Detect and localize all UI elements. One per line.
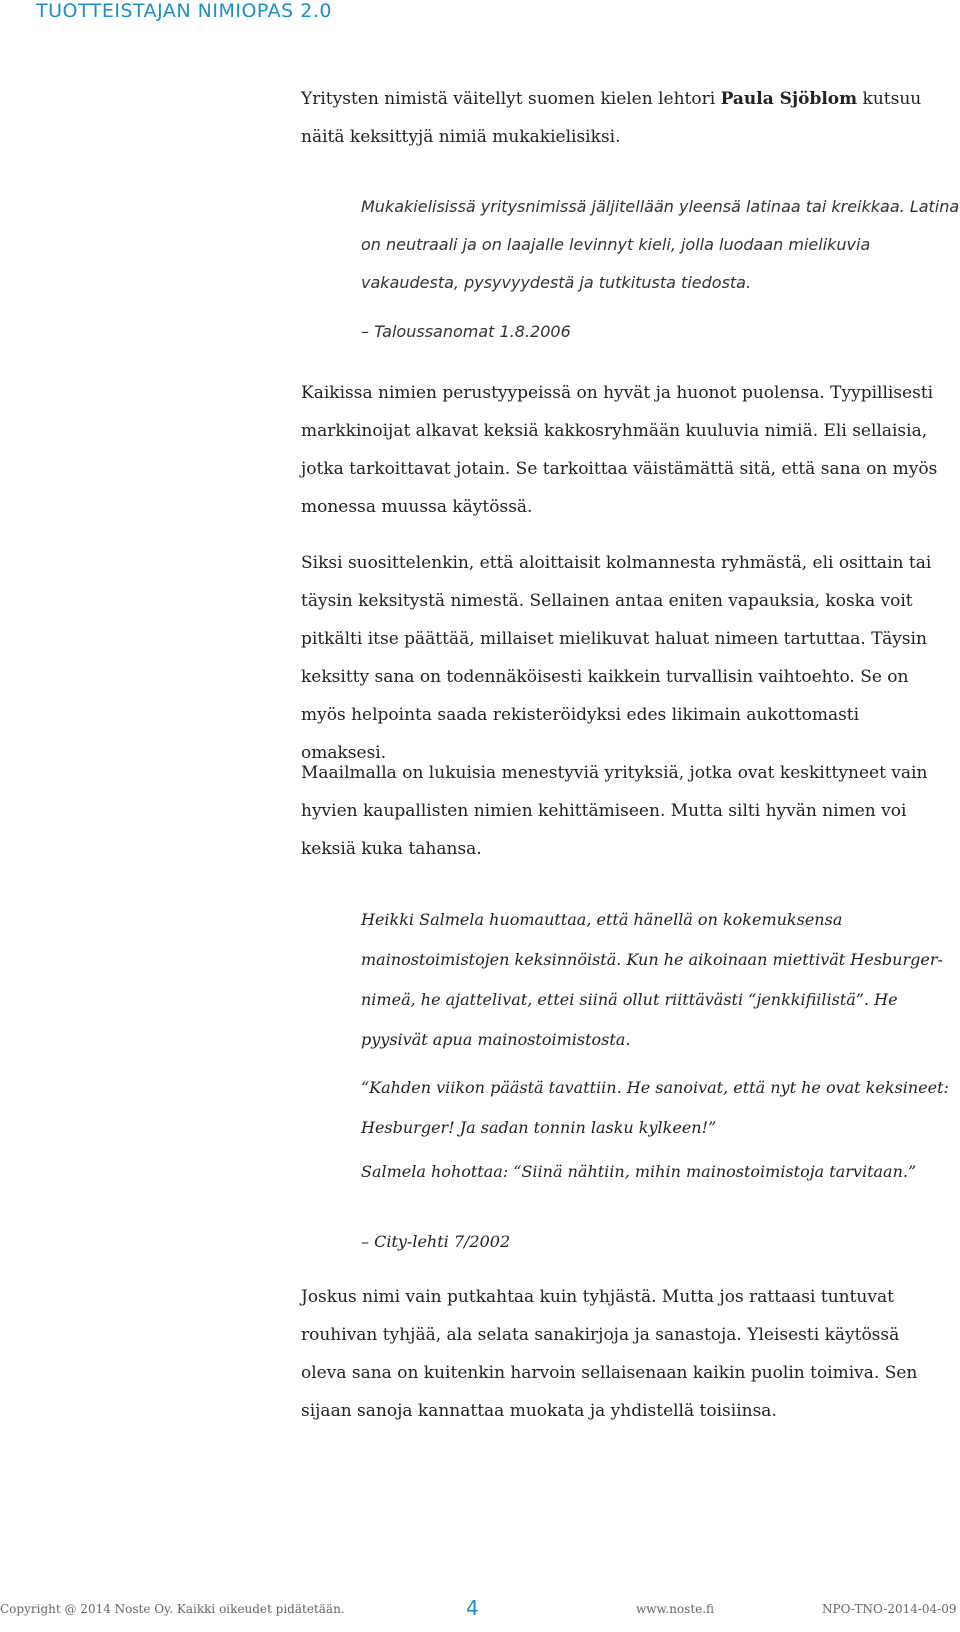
paragraph-world-companies: Maailmalla on lukuisia menestyviä yrityksiä, jotka ovat keskittyneet vain hyvien kaupallisten nimien kehittämiseen. Mutta silti hyvän nimen voi keksiä kuka tahansa. (301, 763, 928, 859)
paragraph-closing: Joskus nimi vain putkahtaa kuin tyhjästä. Mutta jos rattaasi tuntuvat rouhivan tyhjää, ala selata sanakirjoja ja sanastoja. Yleisesti käytössä oleva sana on kuitenkin harvoin sellaisenaan kaikin puolin toimiva. Sen sijaan sanoja kannattaa muokata ja yhdistellä toisiinsa. (301, 1287, 918, 1421)
paragraph-recommendation: Siksi suosittelenkin, että aloittaisit kolmannesta ryhmästä, eli osittain tai täysin keksitystä nimestä. Sellainen antaa eniten vapauksia, koska voit pitkälti itse päättää, millaiset mielikuvat haluat nimeen tartuttaa. Täysin keksitty sana on todennäköisesti kaikkein turvallisin vaihtoehto. Se on myös helpointa saada rekisteröidyksi edes likimain aukottomasti omaksesi. (301, 553, 932, 763)
quote-city-lehti-source: – City-lehti 7/2002 (361, 1232, 511, 1251)
quote-salmela-laugh: Salmela hohottaa: “Siinä nähtiin, mihin mainostoimistoja tarvitaan.” (361, 1162, 917, 1181)
document-header-title: TUOTTEISTAJAN NIMIOPAS 2.0 (36, 0, 332, 22)
quote-taloussanomat-source: – Taloussanomat 1.8.2006 (361, 322, 571, 341)
quote-taloussanomat: Mukakielisissä yritysnimissä jäljitellään yleensä latinaa tai kreikkaa. Latina on neutraali ja on laajalle levinnyt kieli, jolla luodaan mielikuvia vakaudesta, pysyvyydestä ja tutkitusta tiedosta. (361, 197, 960, 292)
quote-salmela-hesburger: “Kahden viikon päästä tavattiin. He sanoivat, että nyt he ovat keksineet: Hesburger! Ja sadan tonnin lasku kylkeen!” (361, 1078, 949, 1137)
footer-copyright: Copyright @ 2014 Noste Oy. Kaikki oikeudet pidätetään. (0, 1602, 345, 1616)
footer-page-number: 4 (466, 1596, 479, 1620)
intro-author-name: Paula Sjöblom (720, 89, 858, 109)
paragraph-name-types: Kaikissa nimien perustyypeissä on hyvät ja huonot puolensa. Tyypillisesti markkinoijat alkavat keksiä kakkosryhmään kuuluvia nimiä. Eli sellaisia, jotka tarkoittavat jotain. Se tarkoittaa väistämättä sitä, että sana on myös monessa muussa käytössä. (301, 383, 938, 517)
intro-text-before: Yritysten nimistä väitellyt suomen kielen lehtori (301, 89, 721, 109)
quote-salmela-intro: Heikki Salmela huomauttaa, että hänellä on kokemuksensa mainostoimistojen keksinnöistä. Kun he aikoinaan miettivät Hesburger-nimeä, he ajattelivat, ettei siinä ollut riittävästi “jenkkifiilistä”. He pyysivät apua mainostoimistosta. (361, 910, 943, 1049)
intro-text-after: kutsuu näitä keksittyjä nimiä mukakielisiksi. (301, 89, 922, 147)
intro-paragraph (301, 80, 941, 156)
footer-website-link[interactable]: www.noste.fi (636, 1602, 715, 1616)
footer-document-code: NPO-TNO-2014-04-09 (822, 1602, 957, 1616)
